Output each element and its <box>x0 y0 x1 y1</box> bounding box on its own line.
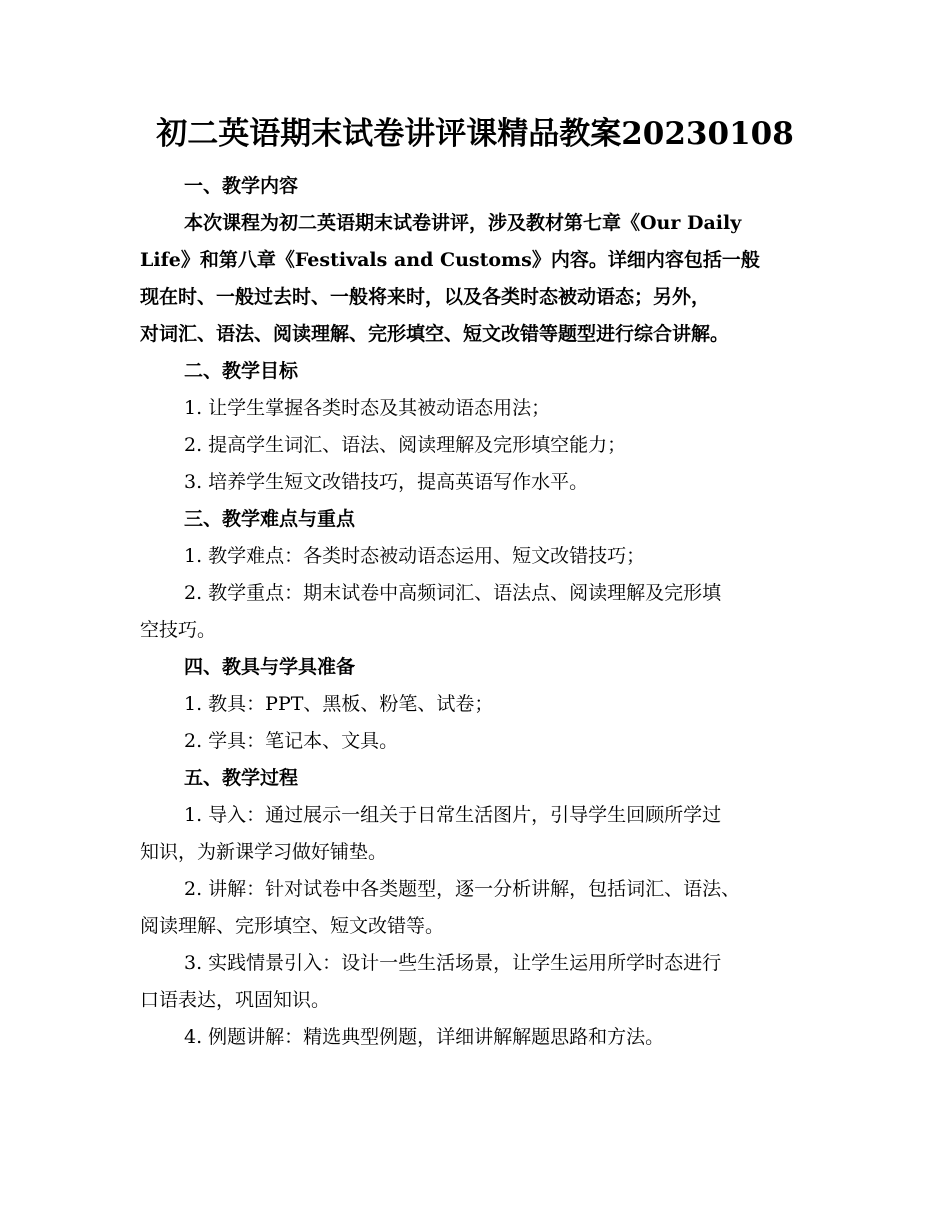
section-heading-materials: 四、教具与学具准备 <box>184 656 356 678</box>
paragraph-line: 空技巧。 <box>140 619 217 641</box>
paragraph-line: 知识，为新课学习做好铺垫。 <box>140 841 388 863</box>
section-content-paragraph <box>140 205 810 353</box>
paragraph-line: 3. 实践情景引入：设计一些生活场景，让学生运用所学时态进行 <box>184 952 722 974</box>
paragraph-line: 2. 教学重点：期末试卷中高频词汇、语法点、阅读理解及完形填 <box>184 582 722 604</box>
paragraph-line: 口语表达，巩固知识。 <box>140 989 331 1011</box>
list-item: 2. 学具：笔记本、文具。 <box>184 730 399 752</box>
list-item <box>140 797 810 871</box>
list-item <box>140 575 810 649</box>
section-heading-key-points: 三、教学难点与重点 <box>184 508 356 530</box>
list-item: 2. 提高学生词汇、语法、阅读理解及完形填空能力； <box>184 434 627 456</box>
list-item: 1. 教具：PPT、黑板、粉笔、试卷； <box>184 693 494 715</box>
list-item: 1. 教学难点：各类时态被动语态运用、短文改错技巧； <box>184 545 646 567</box>
section-heading-objectives: 二、教学目标 <box>184 360 299 382</box>
list-item: 1. 让学生掌握各类时态及其被动语态用法； <box>184 397 551 419</box>
paragraph-line: 阅读理解、完形填空、短文改错等。 <box>140 915 445 937</box>
document-title: 初二英语期末试卷讲评课精品教案20230108 <box>156 116 794 152</box>
paragraph-line: 2. 讲解：针对试卷中各类题型，逐一分析讲解，包括词汇、语法、 <box>184 878 741 900</box>
list-item: 4. 例题讲解：精选典型例题，详细讲解解题思路和方法。 <box>184 1026 665 1048</box>
section-heading-process: 五、教学过程 <box>184 767 299 789</box>
list-item <box>140 945 810 1019</box>
document-body <box>140 168 810 1056</box>
list-item: 3. 培养学生短文改错技巧，提高英语写作水平。 <box>184 471 589 493</box>
paragraph-line: Life》和第八章《Festivals and Customs》内容。详细内容包括一般 <box>140 249 760 271</box>
list-item <box>140 871 810 945</box>
paragraph-line: 1. 导入：通过展示一组关于日常生活图片，引导学生回顾所学过 <box>184 804 722 826</box>
paragraph-line: 本次课程为初二英语期末试卷讲评，涉及教材第七章《Our Daily <box>184 212 742 234</box>
paragraph-line: 现在时、一般过去时、一般将来时，以及各类时态被动语态；另外， <box>140 286 711 308</box>
paragraph-line: 对词汇、语法、阅读理解、完形填空、短文改错等题型进行综合讲解。 <box>140 323 730 345</box>
section-heading-content: 一、教学内容 <box>184 175 299 197</box>
